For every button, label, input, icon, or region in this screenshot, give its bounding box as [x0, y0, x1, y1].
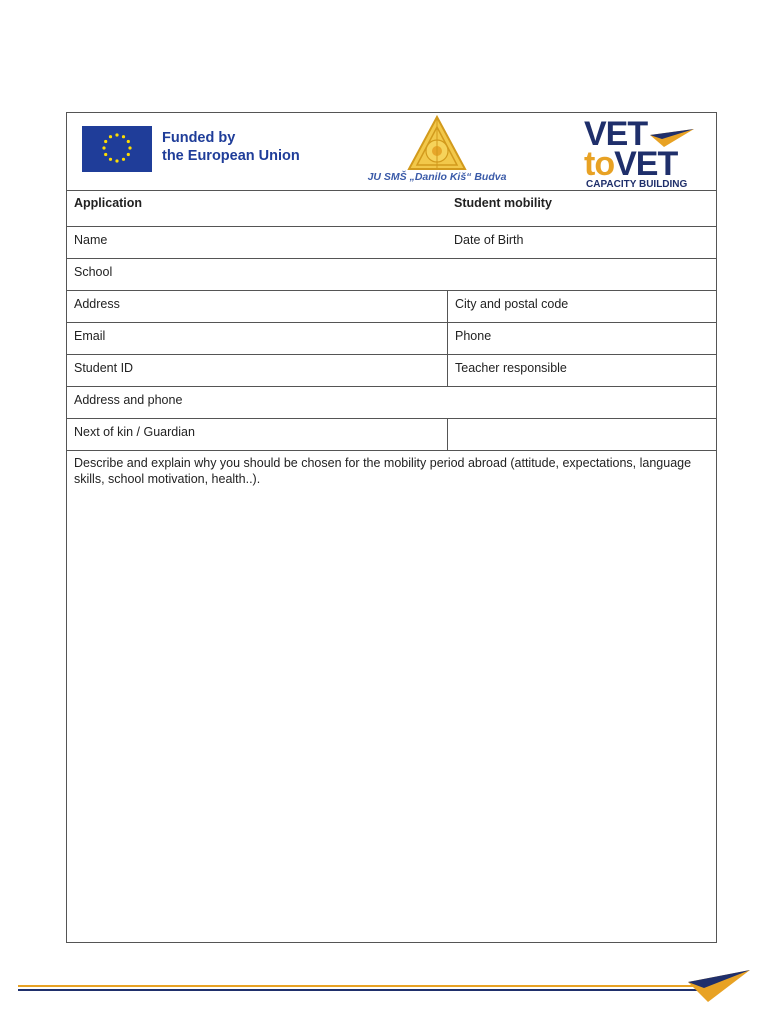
email-field[interactable]: Email	[74, 329, 106, 343]
row-name	[67, 227, 716, 259]
teacher-responsible-field[interactable]: Teacher responsible	[447, 355, 716, 386]
row-application	[67, 191, 716, 227]
row-student-id	[67, 355, 716, 387]
footer-paper-plane-icon	[688, 968, 750, 1004]
address-phone-field[interactable]: Address and phone	[74, 393, 183, 407]
eu-text-line2: the European Union	[162, 148, 300, 164]
vet-line2-vet: VET	[614, 145, 678, 183]
row-address-phone	[67, 387, 716, 419]
eu-funding-logo	[82, 126, 332, 174]
school-logo	[337, 115, 537, 185]
vet-to-text: to	[584, 145, 615, 183]
row-school	[67, 259, 716, 291]
name-field[interactable]: Name	[74, 233, 108, 247]
row-address	[67, 291, 716, 323]
footer-line-orange	[18, 985, 702, 987]
vet-to-vet-logo	[584, 117, 704, 189]
address-field[interactable]: Address	[74, 297, 120, 311]
school-caption: JU SMŠ „Danilo Kiš“ Budva	[367, 171, 507, 183]
motivation-textarea[interactable]: Describe and explain why you should be chosen for the mobility period abroad (attitude, expectations, language skills, school motivation, health..).	[74, 456, 692, 486]
vet-line1: VET	[584, 115, 648, 153]
next-of-kin-field[interactable]: Next of kin / Guardian	[74, 425, 195, 439]
eu-logo-text	[162, 129, 300, 165]
student-mobility-label: Student mobility	[454, 196, 552, 210]
row-email	[67, 323, 716, 355]
phone-field[interactable]: Phone	[447, 323, 716, 354]
school-field[interactable]: School	[74, 265, 113, 279]
footer-line-navy	[18, 989, 702, 991]
eu-flag-icon	[82, 126, 152, 172]
school-emblem-icon	[337, 115, 537, 173]
city-postal-field[interactable]: City and postal code	[447, 291, 716, 322]
row-next-of-kin	[67, 419, 716, 451]
student-id-field[interactable]: Student ID	[74, 361, 134, 375]
application-form	[66, 112, 717, 943]
vet-subtitle: CAPACITY BUILDING	[586, 179, 688, 190]
application-label: Application	[74, 196, 143, 210]
dob-field[interactable]: Date of Birth	[454, 233, 524, 247]
eu-text-line1: Funded by	[162, 130, 236, 146]
form-header	[67, 113, 716, 191]
vet-line2	[584, 147, 677, 181]
next-of-kin-value[interactable]	[447, 419, 716, 450]
